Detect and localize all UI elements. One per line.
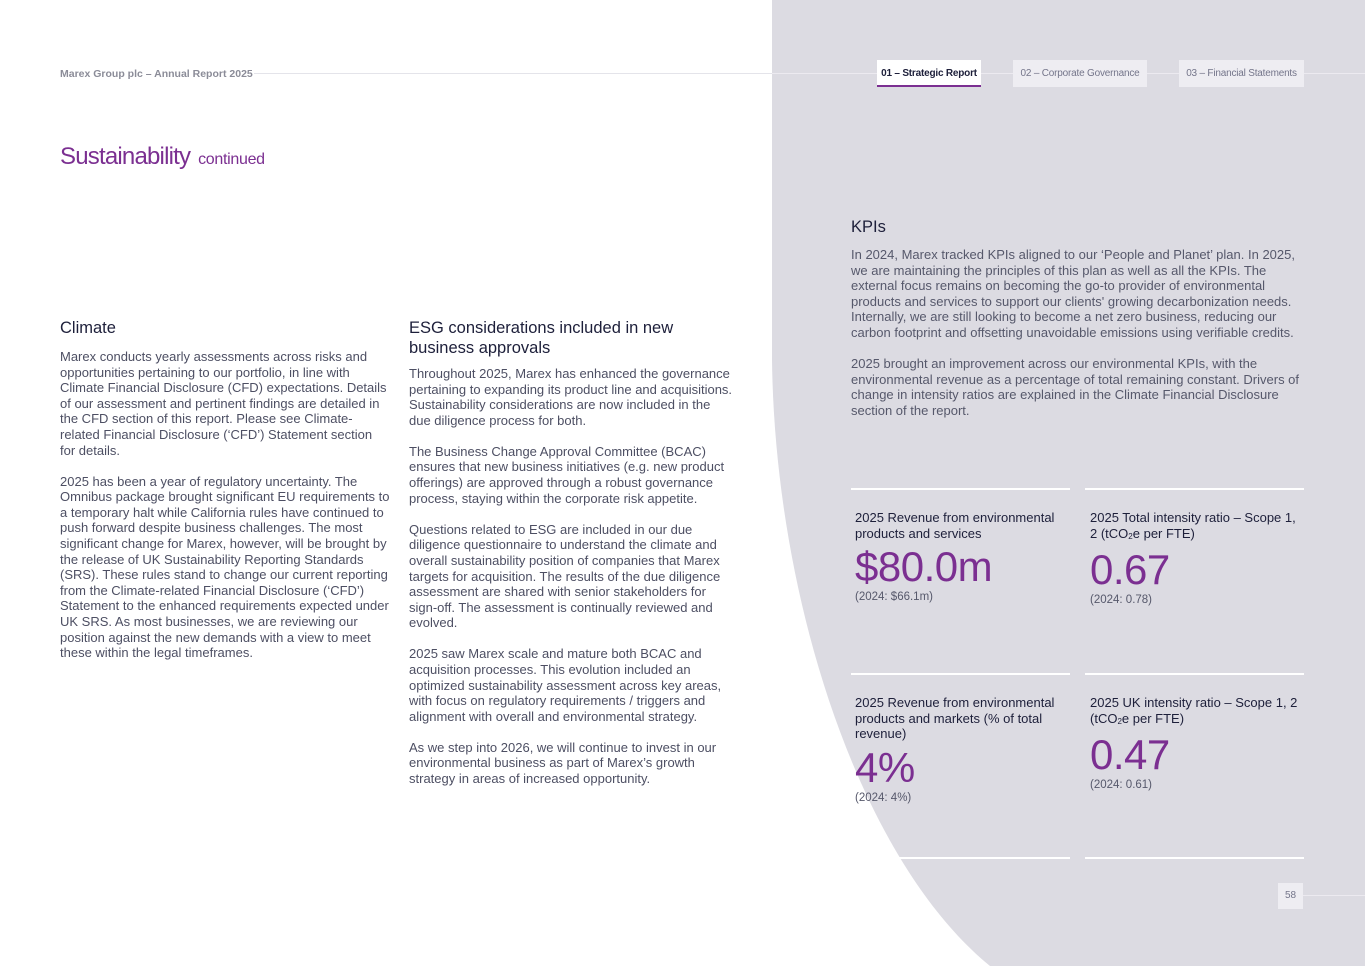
tab-corporate-governance[interactable]: 02 – Corporate Governance	[1013, 60, 1147, 87]
page-title	[60, 143, 265, 171]
kpis-heading: KPIs	[851, 218, 886, 236]
kpi-card-env-revenue	[855, 510, 1065, 603]
kpi-divider	[851, 673, 1070, 675]
kpi-prior-year: (2024: 0.61)	[1090, 779, 1153, 792]
kpi-divider	[851, 857, 1070, 859]
kpi-label: 2025 Revenue from environmental products and markets (% of total revenue)	[855, 695, 1055, 742]
kpi-value: $80.0m	[855, 543, 993, 591]
climate-section	[60, 318, 390, 676]
kpi-value: 4%	[855, 743, 915, 791]
climate-heading: Climate	[60, 319, 116, 337]
document-title: Marex Group plc – Annual Report 2025	[60, 68, 253, 80]
kpi-divider	[851, 488, 1070, 490]
esg-paragraph: Throughout 2025, Marex has enhanced the governance pertaining to expanding its product line and acquisitions. Sustainability considerations are now included in the due diligence process for both.	[409, 366, 733, 428]
tab-strategic-report[interactable]: 01 – Strategic Report	[877, 60, 981, 87]
kpi-card-uk-intensity	[1090, 695, 1300, 791]
kpi-divider	[1085, 857, 1304, 859]
kpi-value: 0.67	[1090, 546, 1170, 594]
tab-financial-statements[interactable]: 03 – Financial Statements	[1179, 60, 1304, 87]
kpi-value: 0.47	[1090, 731, 1170, 779]
kpis-paragraph: 2025 brought an improvement across our environmental KPIs, with the environmental revenue as a percentage of total remaining constant. Drivers of change in intensity ratios are explained in the Climate Financial Disclosure section of the report.	[851, 356, 1300, 418]
page-title-main: Sustainability	[60, 143, 191, 170]
kpi-label: 2025 Revenue from environmental products and services	[855, 510, 1055, 541]
esg-paragraph: The Business Change Approval Committee (BCAC) ensures that new business initiatives (e.g. new product offerings) are approved through a robust governance process, staying within the corporate risk appetite.	[409, 443, 725, 506]
kpi-divider	[1085, 488, 1304, 490]
kpi-label: 2025 UK intensity ratio – Scope 1, 2 (tCO$_2$e per FTE)	[1090, 695, 1298, 726]
esg-section	[409, 318, 734, 802]
kpi-label: 2025 Total intensity ratio – Scope 1, 2 (tCO$_2$e per FTE)	[1090, 510, 1296, 541]
esg-heading: ESG considerations included in new business approvals	[409, 319, 674, 357]
climate-paragraph: 2025 has been a year of regulatory uncertainty. The Omnibus package brought significant EU requirements to a temporary halt while California rules have continued to push forward despite business challenges. The most significant change for Marex, however, will be brought by the release of UK Sustainability Reporting Standards (SRS). These rules stand to change our current reporting from the Climate-related Financial Disclosure (‘CFD’) Statement to the enhanced requirements expected under UK SRS. As most businesses, we are reviewing our position against the new demands with a view to meet these within the legal timeframes.	[60, 473, 390, 661]
esg-paragraph: 2025 saw Marex scale and mature both BCAC and acquisition processes. This evolution included an optimized sustainability assessment across key areas, with focus on regulatory requirements / triggers and alignment with overall and environmental strategy.	[409, 646, 722, 724]
kpi-prior-year: (2024: 4%)	[855, 791, 912, 804]
kpi-card-env-revenue-share	[855, 695, 1065, 804]
kpi-prior-year: (2024: 0.78)	[1090, 594, 1153, 607]
header-rule	[254, 73, 772, 74]
kpi-prior-year: (2024: $66.1m)	[855, 591, 933, 604]
kpis-paragraph: In 2024, Marex tracked KPIs aligned to our ‘People and Planet’ plan. In 2025, we are maintaining the principles of this plan as well as all the KPIs. The external focus remains on becoming the go-to provider of environmental products and services to support our clients' growing decarbonization needs. Internally, we are still looking to become a net zero business, reducing our carbon footprint and offsetting unavoidable emissions using verifiable credits.	[851, 247, 1295, 340]
climate-paragraph: Marex conducts yearly assessments across risks and opportunities pertaining to our portfolio, in line with Climate Financial Disclosure (CFD) expectations. Details of our assessment and pertinent findings are detailed in the CFD section of this report. Please see Climate-related Financial Disclosure (‘CFD’) Statement section for details.	[60, 349, 387, 458]
kpi-card-total-intensity	[1090, 510, 1300, 606]
page-number: 58	[1278, 883, 1303, 909]
kpi-divider	[1085, 673, 1304, 675]
esg-paragraph: Questions related to ESG are included in our due diligence questionnaire to understand the climate and overall sustainability position of companies that Marex targets for acquisition. The results of the due diligence assessment are shared with senior stakeholders for sign-off. The assessment is continually reviewed and evolved.	[409, 521, 721, 631]
esg-paragraph: As we step into 2026, we will continue to invest in our environmental business as part of Marex’s growth strategy in areas of increased opportunity.	[409, 739, 717, 787]
page-number-rule	[1303, 895, 1365, 896]
kpis-section	[851, 217, 1306, 434]
page-title-suffix: continued	[198, 151, 265, 168]
